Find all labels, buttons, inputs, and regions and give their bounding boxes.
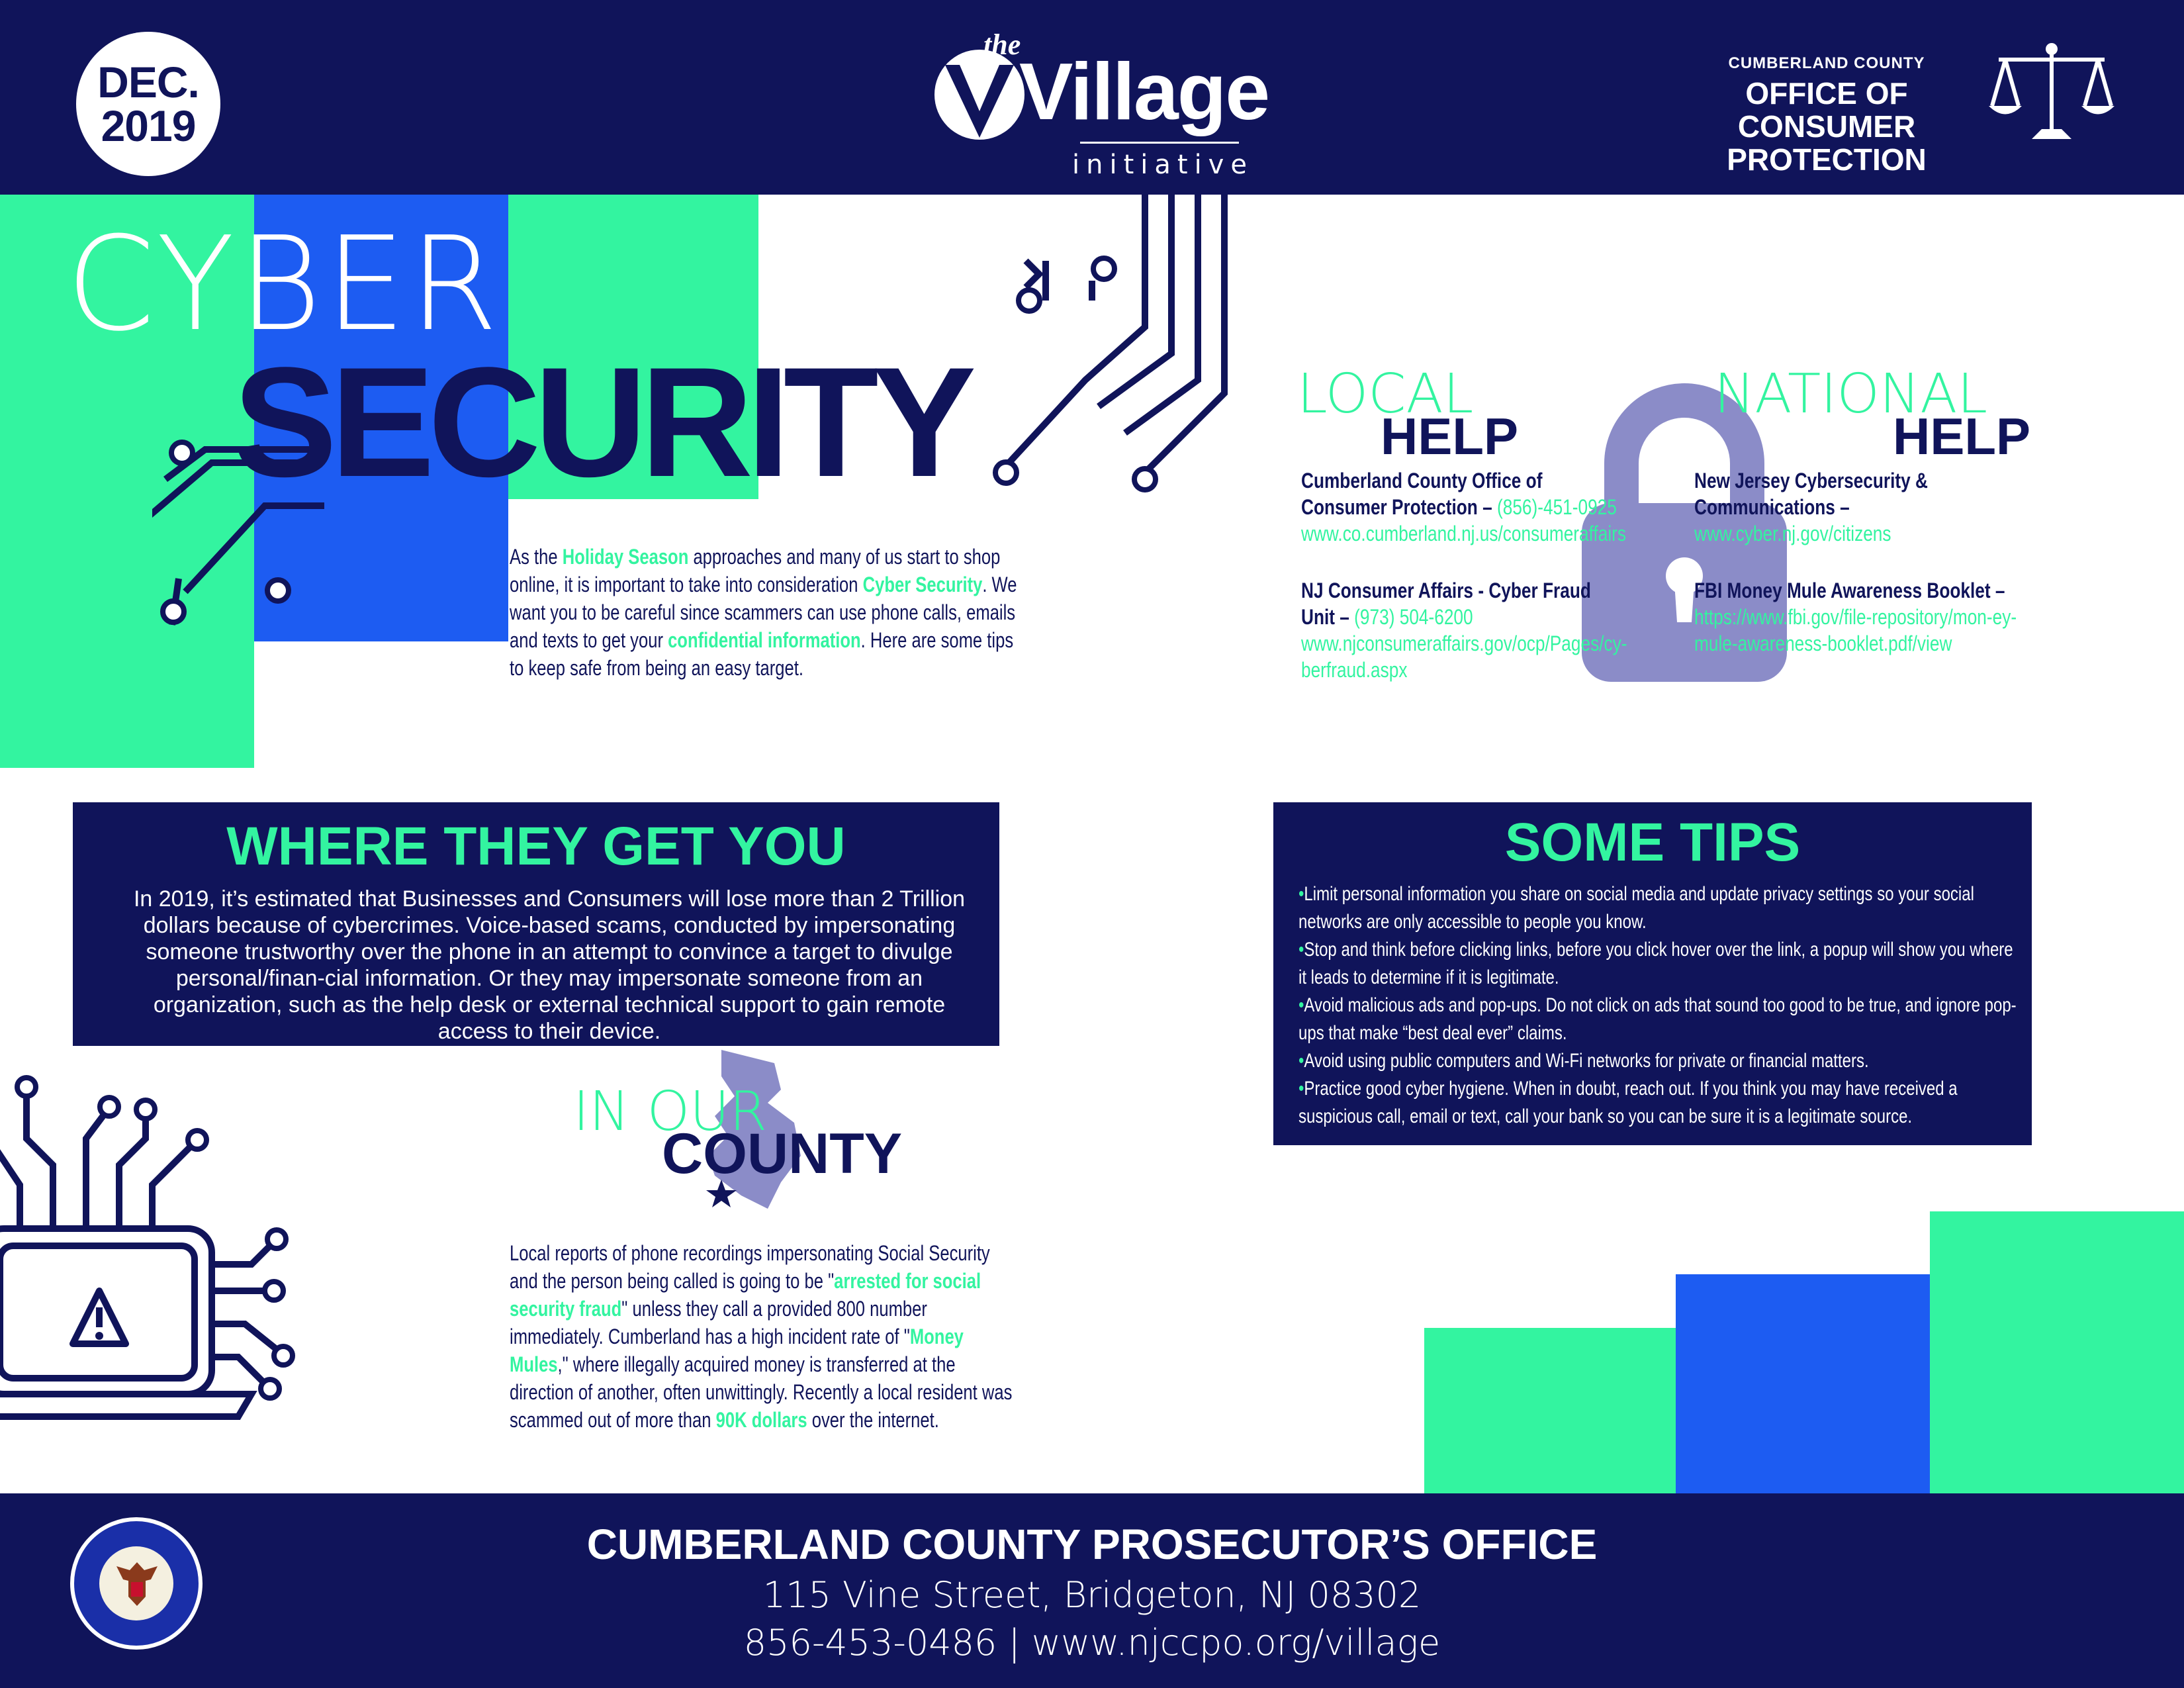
tips-list bbox=[1298, 880, 2019, 1131]
county-highlight-money-mules: Money Mules bbox=[510, 1325, 964, 1376]
footer-address: 115 Vine Street, Bridgeton, NJ 08302 bbox=[762, 1574, 1422, 1616]
county-text-4: over the internet. bbox=[807, 1408, 939, 1432]
date-badge bbox=[76, 32, 220, 176]
where-they-get-you-body: In 2019, it’s estimated that Businesses and Consumers will lose more than 2 Trillion dollars because of cybercrimes. Voice-based scams, conducted by impersonating someone trustworthy over the phone in an attempt to convince a target to divulge personal/finan-cial information. Or they may impersonate someone from an organization, such as the help desk or external technical support to gain remote access to their device. bbox=[133, 886, 966, 1044]
logo-initiative: initiative bbox=[1072, 150, 1253, 180]
decor-step-mint-tall bbox=[1930, 1211, 2184, 1493]
logo-rule bbox=[1080, 142, 1239, 144]
county-text-1: Local reports of phone recordings impersonating Social Security and the person being called is going to be " bbox=[510, 1241, 990, 1293]
logo-the: the bbox=[983, 28, 1021, 61]
national-help-heading-1: NATIONAL bbox=[1714, 363, 1988, 426]
county-paragraph bbox=[510, 1239, 1018, 1434]
local-help-heading-1: LOCAL bbox=[1297, 363, 1474, 426]
intro-paragraph bbox=[510, 543, 1023, 682]
title-cyber: CYBER bbox=[66, 209, 502, 360]
help-name: FBI Money Mule Awareness Booklet – bbox=[1694, 579, 2005, 602]
scales-of-justice-icon bbox=[1985, 40, 2118, 146]
tip-item: • Practice good cyber hygiene. When in doubt, reach out. If you think you may have received a suspicious call, email or text, call your bank so you can be sure it is a legitimate source. bbox=[1298, 1075, 2019, 1131]
national-help-heading-2: HELP bbox=[1893, 407, 2031, 465]
county-heading-2: COUNTY bbox=[662, 1122, 903, 1186]
ocp-line1: OFFICE OF CONSUMER bbox=[1737, 76, 1916, 144]
intro-text-4: . Here are some tips to keep safe from being an easy target. bbox=[510, 628, 1014, 680]
local-help-heading-2: HELP bbox=[1381, 407, 1519, 465]
consumer-protection-title bbox=[1681, 54, 1972, 176]
help-url-link[interactable]: www.cyber.nj.gov/citizens bbox=[1694, 522, 1891, 545]
logo-village: Village bbox=[1019, 46, 1269, 136]
national-help-entry bbox=[1694, 467, 2020, 547]
help-name: New Jersey Cybersecurity & Communications – bbox=[1694, 469, 1928, 519]
help-url-link[interactable]: www.njconsumeraffairs.gov/ocp/Pages/cy-berfraud.aspx bbox=[1301, 632, 1627, 682]
decor-step-mint bbox=[1424, 1328, 1676, 1493]
help-name: NJ Consumer Affairs - Cyber Fraud Unit – bbox=[1301, 579, 1591, 629]
county-highlight-90k: 90K dollars bbox=[715, 1408, 807, 1432]
help-phone[interactable]: (973) 504-6200 bbox=[1354, 605, 1473, 629]
intro-highlight-confidential: confidential information bbox=[668, 628, 861, 652]
local-help-entry bbox=[1301, 467, 1627, 547]
county-text-3: ," where illegally acquired money is transferred at the direction of another, often unwittingly. Recently a local resident was scammed out of more than bbox=[510, 1352, 1013, 1432]
village-initiative-logo bbox=[933, 23, 1269, 180]
help-name: Cumberland County Office of Consumer Protection – bbox=[1301, 469, 1543, 519]
intro-highlight-holiday: Holiday Season bbox=[562, 545, 689, 569]
some-tips-title: SOME TIPS bbox=[1504, 812, 1801, 872]
county-highlight-arrested: arrested for social security fraud bbox=[510, 1269, 981, 1321]
where-they-get-you-title: WHERE THEY GET YOU bbox=[226, 816, 846, 876]
date-year: 2019 bbox=[101, 101, 196, 150]
tip-item: • Stop and think before clicking links, before you click hover over the link, a popup will show you where it leads to determine if it is legitimate. bbox=[1298, 936, 2019, 992]
ocp-line2: PROTECTION bbox=[1727, 142, 1927, 177]
national-help-entry bbox=[1694, 577, 2020, 657]
decor-step-blue bbox=[1676, 1274, 1930, 1493]
laptop-warning-icon bbox=[0, 1072, 304, 1443]
county-text-2: " unless they call a provided 800 number immediately. Cumberland has a high incident rate of " bbox=[510, 1297, 927, 1348]
tip-item: • Avoid malicious ads and pop-ups. Do not click on ads that sound too good to be true, and ignore pop-ups that make “best deal ever” claims. bbox=[1298, 992, 2019, 1047]
date-month: DEC. bbox=[97, 58, 199, 107]
footer-title: CUMBERLAND COUNTY PROSECUTOR’S OFFICE bbox=[586, 1521, 1598, 1568]
ocp-county: CUMBERLAND COUNTY bbox=[1728, 54, 1925, 72]
local-help-entry bbox=[1301, 577, 1627, 683]
footer-contact[interactable]: 856-453-0486 | www.njccpo.org/village bbox=[743, 1622, 1441, 1664]
help-url-link[interactable]: www.co.cumberland.nj.us/consumeraffairs bbox=[1301, 522, 1627, 545]
intro-text-1: As the bbox=[510, 545, 563, 569]
intro-highlight-cyber: Cyber Security bbox=[862, 573, 983, 596]
title-security: SECURITY bbox=[233, 335, 970, 510]
county-heading-1: IN OUR bbox=[573, 1080, 768, 1143]
tip-item: • Limit personal information you share on social media and update privacy settings so your social networks are only accessible to people you know. bbox=[1298, 880, 2019, 936]
help-phone[interactable]: (856)-451-0925 bbox=[1496, 495, 1617, 519]
help-url-link[interactable]: https://www.fbi.gov/file-repository/mon-ey-mule-awareness-booklet.pdf/view bbox=[1694, 605, 2017, 655]
tip-item: • Avoid using public computers and Wi-Fi networks for private or financial matters. bbox=[1298, 1047, 2019, 1075]
intro-text-3: . We want you to be careful since scammers can use phone calls, emails and texts to get your bbox=[510, 573, 1017, 652]
intro-text-2: approaches and many of us start to shop online, it is important to take into consideration bbox=[510, 545, 1001, 596]
